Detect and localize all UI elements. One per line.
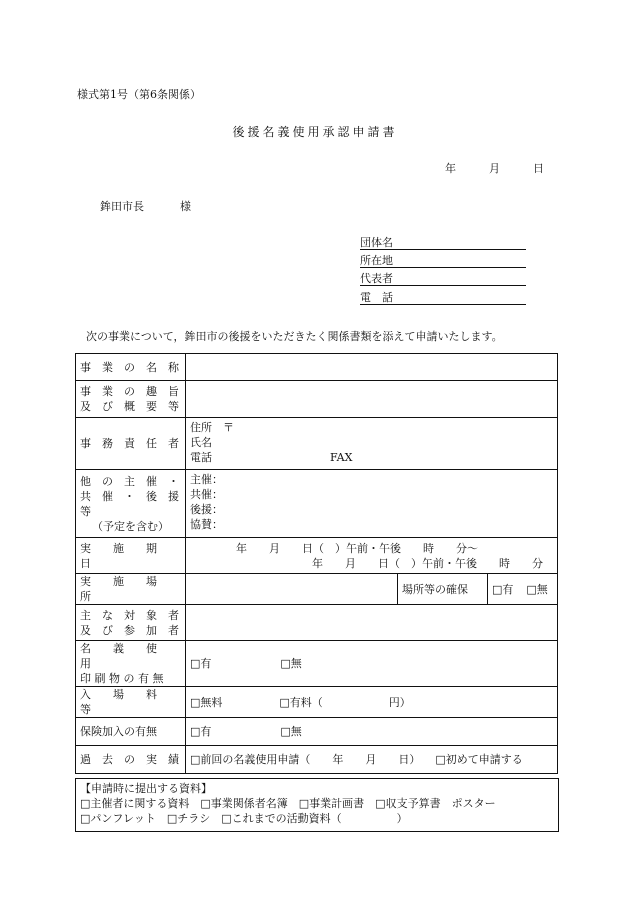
office-phone-row	[190, 450, 553, 465]
history-prev-checkbox[interactable]: □前回の名義使用申請（ 年 月 日）	[190, 753, 421, 766]
representative-field[interactable]	[360, 270, 526, 286]
target-label-line1: 主 な 対 象 者	[80, 608, 179, 622]
insurance-yes-checkbox[interactable]: □有	[190, 725, 212, 738]
representative-label: 代表者	[360, 272, 393, 285]
sponsors-label-line2: 共 催 ・ 後 援 等	[80, 489, 190, 518]
group-name-field[interactable]	[360, 234, 526, 250]
printed-yes-checkbox[interactable]: □有	[190, 657, 212, 670]
history-options	[186, 746, 558, 774]
addressee-name: 鉾田市長	[100, 200, 144, 213]
attachments-line2: □パンフレット □チラシ □これまでの活動資料（ ）	[80, 812, 408, 825]
row-office	[76, 418, 558, 470]
printed-label-line1: 名 義 使 用	[80, 642, 179, 670]
intro-text: 次の事業について，鉾田市の後援をいただきたく関係書類を添えて申請いたします。	[86, 330, 503, 343]
attachments-line1: □主催者に関する資料 □事業関係者名簿 □事業計画書 □収支予算書 ポスター	[80, 797, 496, 810]
date-year-label: 年	[445, 162, 456, 175]
purpose-label-line1: 事 業 の 趣 旨	[80, 385, 179, 398]
venue-yes-checkbox[interactable]: □有	[492, 582, 514, 596]
phone-label: 電 話	[360, 291, 393, 304]
sponsor-co: 共催：	[190, 488, 223, 501]
form-number: 様式第1号（第6条関係）	[77, 88, 201, 101]
sponsors-label	[76, 470, 190, 538]
insurance-options	[186, 718, 558, 746]
document-title: 後援名義使用承認申請書	[232, 125, 398, 139]
address-label: 所在地	[360, 254, 393, 267]
row-insurance	[76, 718, 558, 746]
row-target	[76, 605, 558, 641]
sponsors-label-line3: （予定を含む）	[92, 519, 169, 533]
printed-no-checkbox[interactable]: □無	[280, 657, 302, 670]
row-sponsors	[76, 470, 558, 538]
sponsors-input[interactable]	[186, 470, 558, 538]
event-name-input[interactable]	[186, 354, 558, 381]
venue-no-checkbox[interactable]: □無	[526, 582, 548, 596]
purpose-label-line2: 及 び 概 要 等	[80, 400, 179, 413]
row-venue	[76, 574, 558, 605]
period-input[interactable]	[186, 538, 558, 574]
purpose-label	[76, 381, 186, 418]
period-end: 年 月 日（ ）午前・午後 時 分	[312, 556, 543, 570]
phone-field[interactable]	[360, 289, 526, 305]
event-name-label: 事 業 の 名 称	[76, 354, 186, 381]
group-name-label: 団体名	[360, 236, 393, 249]
office-name: 氏名	[190, 436, 212, 449]
office-phone: 電話	[190, 451, 212, 464]
sponsor-assist: 協賛：	[190, 518, 223, 531]
office-fax: FAX	[330, 451, 353, 464]
insurance-label: 保険加入の有無	[76, 718, 186, 746]
sponsor-main: 主催：	[190, 473, 223, 486]
application-date	[445, 160, 544, 176]
office-input[interactable]	[186, 418, 558, 470]
purpose-input[interactable]	[186, 381, 558, 418]
row-printed	[76, 641, 558, 687]
row-history	[76, 746, 558, 774]
venue-label: 実 施 場 所	[76, 574, 186, 605]
office-label: 事 務 責 任 者	[76, 418, 186, 470]
sponsor-support: 後援：	[190, 503, 223, 516]
insurance-no-checkbox[interactable]: □無	[280, 725, 302, 738]
addressee-honorific: 様	[180, 200, 191, 213]
printed-label-line2: 印 刷 物 の 有 無	[80, 672, 164, 685]
address-field[interactable]	[360, 252, 526, 268]
sponsors-label-line1: 他 の 主 催 ・	[80, 474, 179, 488]
row-purpose	[76, 381, 558, 418]
addressee	[100, 198, 191, 214]
period-label: 実 施 期 日	[76, 538, 186, 574]
row-event-name	[76, 354, 558, 381]
venue-secured-options	[488, 574, 558, 605]
date-day-label: 日	[533, 162, 544, 175]
application-table	[75, 353, 558, 774]
venue-input[interactable]	[186, 574, 398, 605]
row-fee	[76, 687, 558, 718]
office-address: 住所 〒	[190, 421, 234, 434]
period-start: 年 月 日（ ）午前・午後 時 分～	[236, 541, 478, 555]
fee-label: 入 場 料 等	[76, 687, 186, 718]
row-period	[76, 538, 558, 574]
target-label-line2: 及 び 参 加 者	[80, 623, 179, 637]
target-input[interactable]	[186, 605, 558, 641]
attachments-box	[75, 778, 559, 832]
attachments-heading: 【申請時に提出する資料】	[80, 782, 212, 795]
fee-free-checkbox[interactable]: □無料	[190, 695, 223, 709]
fee-paid-checkbox[interactable]: □有料（ 円）	[279, 695, 411, 709]
history-label: 過 去 の 実 績	[76, 746, 186, 774]
target-label	[76, 605, 186, 641]
printed-label	[76, 641, 186, 687]
fee-options	[186, 687, 558, 718]
printed-options	[186, 641, 558, 687]
history-first-checkbox[interactable]: □初めて申請する	[435, 753, 523, 766]
venue-secured-label: 場所等の確保	[398, 574, 488, 605]
date-month-label: 月	[489, 162, 500, 175]
